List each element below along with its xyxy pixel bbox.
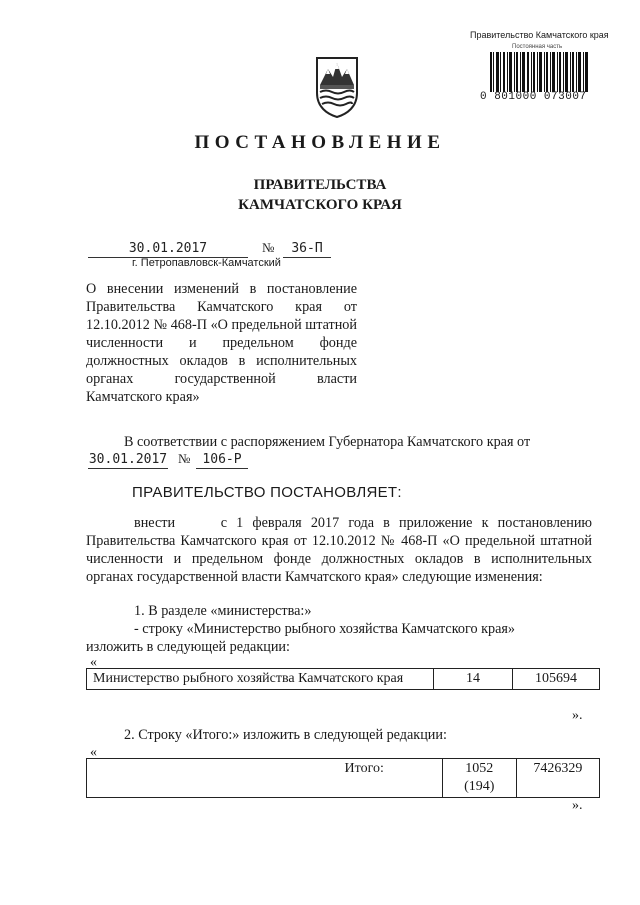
table-cell-total-label: Итого: [87,759,443,798]
basis-date: 30.01.2017 [88,452,168,467]
document-type-title: ПОСТАНОВЛЕНИЕ [194,132,446,153]
basis-number-label: № [178,451,191,466]
item2-title: 2. Строку «Итого:» изложить в следующей редакции: [124,727,447,743]
item1-text: - строку «Министерство рыбного хозяйства Камчатского края» [134,621,515,637]
barcode [490,52,588,92]
registry-subtitle: Постоянная часть [512,44,563,50]
table-row [87,669,600,690]
decree-line: ПРАВИТЕЛЬСТВО ПОСТАНОВЛЯЕТ: [132,484,402,501]
barcode-number: 0 801000 073007 [480,91,587,103]
table-cell-total-count [442,759,516,798]
document-subject: О внесении изменений в постановление Правительства Камчатского края от 12.10.2012 № 468-П «О предельной штатной численности и предельном фонде должностных окладов в исполнительных органах государственной власти Камчатского края» [86,281,357,405]
main-text [86,514,592,586]
quote-close-2: ». [572,798,583,813]
registry-title: Правительство Камчатского края [470,30,609,40]
basis-text: В соответствии с распоряжением Губернатора Камчатского края от [124,434,531,450]
number-label: № [262,240,275,255]
item1-text-2: изложить в следующей редакции: [86,639,290,655]
main-text-rest: с 1 февраля 2017 года в приложение к постановлению Правительства Камчатского края от 12.10.2012 № 468-П «О предельной штатной численности и предельном фонде должностных окладов в исполнительных органах государственной власти Камчатского края» следующие изменения: [86,515,593,585]
authority-line-1: ПРАВИТЕЛЬСТВА [253,177,387,193]
quote-open-1: « [90,655,97,670]
kamchatka-coat-of-arms-icon [314,55,360,119]
basis-number: 106-Р [196,452,248,469]
total-count-sub: (194) [464,779,495,794]
item1-title: 1. В разделе «министерства:» [134,603,312,619]
total-count: 1052 [465,761,494,776]
document-date: 30.01.2017 [88,241,248,258]
table-cell-count: 14 [434,669,513,690]
quote-close-1: ». [572,708,583,723]
table-row [87,759,600,798]
table-ministry [86,668,600,690]
table-cell-total-fund: 7426329 [516,759,599,798]
document-city: г. Петропавловск-Камчатский [132,257,281,269]
table-cell-fund: 105694 [513,669,600,690]
quote-open-2: « [90,745,97,760]
authority-line-2: КАМЧАТСКОГО КРАЯ [238,197,402,213]
main-text-first: внести [134,515,176,531]
table-total [86,758,600,798]
document-number: 36-П [283,241,331,258]
table-cell-name: Министерство рыбного хозяйства Камчатского края [87,669,434,690]
